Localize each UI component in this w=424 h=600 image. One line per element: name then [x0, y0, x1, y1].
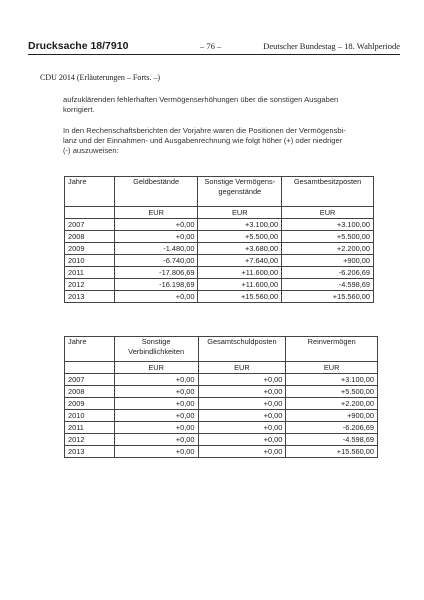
year-cell: 2011 — [65, 267, 115, 279]
value-cell: +0,00 — [198, 422, 286, 434]
unit-cell: EUR — [198, 362, 286, 374]
value-cell: +7.640,00 — [198, 255, 282, 267]
value-cell: +11.600,00 — [198, 279, 282, 291]
table-header-row — [65, 177, 374, 207]
table-row — [65, 231, 374, 243]
paragraph-previous-years — [63, 126, 383, 156]
value-cell: +0,00 — [198, 386, 286, 398]
paragraph-line: aufzuklärenden fehlerhaften Vermögenserhöhungen über die sonstigen Ausgaben — [63, 95, 339, 104]
value-cell: +5.500,00 — [198, 231, 282, 243]
value-cell: +15.560,00 — [198, 291, 282, 303]
table-row — [65, 255, 374, 267]
unit-cell: EUR — [286, 362, 378, 374]
value-cell: -16.198,69 — [114, 279, 198, 291]
table-row — [65, 398, 378, 410]
value-cell: -4.598,69 — [282, 279, 374, 291]
year-cell: 2009 — [65, 398, 115, 410]
paragraph-line: In den Rechenschaftsberichten der Vorjahre waren die Positionen der Vermögensbi- — [63, 126, 346, 135]
page-header — [28, 40, 400, 55]
value-cell: +3.100,00 — [286, 374, 378, 386]
table-body — [65, 219, 374, 303]
value-cell: +0,00 — [198, 446, 286, 458]
value-cell: +11.600,00 — [198, 267, 282, 279]
value-cell: +0,00 — [114, 398, 198, 410]
value-cell: +0,00 — [114, 422, 198, 434]
table-row — [65, 243, 374, 255]
column-header: Gesamtbesitzposten — [282, 177, 374, 207]
table-row — [65, 219, 374, 231]
value-cell: +0,00 — [114, 410, 198, 422]
value-cell: +3.100,00 — [282, 219, 374, 231]
year-cell: 2008 — [65, 231, 115, 243]
year-cell: 2010 — [65, 255, 115, 267]
table-assets — [64, 176, 374, 303]
value-cell: +5.500,00 — [286, 386, 378, 398]
page-number: – 76 – — [200, 41, 222, 51]
table-row — [65, 267, 374, 279]
paragraph-correction — [63, 95, 383, 115]
value-cell: +900,00 — [286, 410, 378, 422]
value-cell: -6.206,69 — [282, 267, 374, 279]
value-cell: +0,00 — [114, 291, 198, 303]
value-cell: +900,00 — [282, 255, 374, 267]
value-cell: -1.480,00 — [114, 243, 198, 255]
unit-cell: EUR — [198, 207, 282, 219]
value-cell: +5.500,00 — [282, 231, 374, 243]
table-row — [65, 422, 378, 434]
value-cell: +0,00 — [198, 434, 286, 446]
value-cell: +15.560,00 — [282, 291, 374, 303]
value-cell: -6.206,69 — [286, 422, 378, 434]
value-cell: +0,00 — [198, 374, 286, 386]
table-header-row — [65, 337, 378, 362]
year-cell: 2011 — [65, 422, 115, 434]
year-cell: 2012 — [65, 279, 115, 291]
document-number: Drucksache 18/7910 — [28, 40, 129, 52]
unit-cell: EUR — [282, 207, 374, 219]
table-row — [65, 446, 378, 458]
paragraph-line: lanz und der Einnahmen- und Ausgabenrechnung wie folgt höher (+) oder niedriger — [63, 136, 343, 145]
column-header: Geldbestände — [114, 177, 198, 207]
column-header: Sonstige Verbindlichkeiten — [114, 337, 198, 362]
year-cell: 2008 — [65, 386, 115, 398]
paragraph-line: (-) auszuweisen: — [63, 146, 119, 155]
value-cell: -6.740,00 — [114, 255, 198, 267]
value-cell: +2.200,00 — [286, 398, 378, 410]
value-cell: +0,00 — [198, 398, 286, 410]
parliament-period: Deutscher Bundestag – 18. Wahlperiode — [263, 41, 400, 51]
unit-row — [65, 207, 374, 219]
value-cell: +0,00 — [114, 219, 198, 231]
table-row — [65, 410, 378, 422]
year-cell: 2013 — [65, 291, 115, 303]
column-header: Reinvermögen — [286, 337, 378, 362]
table-row — [65, 291, 374, 303]
unit-cell — [65, 362, 115, 374]
column-header: Jahre — [65, 337, 115, 362]
year-cell: 2010 — [65, 410, 115, 422]
table-row — [65, 279, 374, 291]
table-row — [65, 386, 378, 398]
section-subtitle: CDU 2014 (Erläuterungen – Forts. –) — [40, 73, 160, 82]
value-cell: +0,00 — [114, 374, 198, 386]
value-cell: +0,00 — [114, 231, 198, 243]
table-liabilities — [64, 336, 378, 458]
value-cell: +0,00 — [198, 410, 286, 422]
value-cell: +0,00 — [114, 386, 198, 398]
unit-row — [65, 362, 378, 374]
unit-cell — [65, 207, 115, 219]
unit-cell: EUR — [114, 207, 198, 219]
table-body — [65, 374, 378, 458]
value-cell: -17.806,69 — [114, 267, 198, 279]
year-cell: 2009 — [65, 243, 115, 255]
year-cell: 2007 — [65, 374, 115, 386]
year-cell: 2007 — [65, 219, 115, 231]
unit-cell: EUR — [114, 362, 198, 374]
table-row — [65, 434, 378, 446]
table-row — [65, 374, 378, 386]
year-cell: 2013 — [65, 446, 115, 458]
year-cell: 2012 — [65, 434, 115, 446]
value-cell: +3.680,00 — [198, 243, 282, 255]
value-cell: +0,00 — [114, 446, 198, 458]
value-cell: +0,00 — [114, 434, 198, 446]
value-cell: +15.560,00 — [286, 446, 378, 458]
column-header: Sonstige Vermögens-gegenstände — [198, 177, 282, 207]
value-cell: -4.598,69 — [286, 434, 378, 446]
value-cell: +2.200,00 — [282, 243, 374, 255]
paragraph-line: korrigiert. — [63, 105, 95, 114]
value-cell: +3.100,00 — [198, 219, 282, 231]
column-header: Gesamtschuldposten — [198, 337, 286, 362]
column-header: Jahre — [65, 177, 115, 207]
